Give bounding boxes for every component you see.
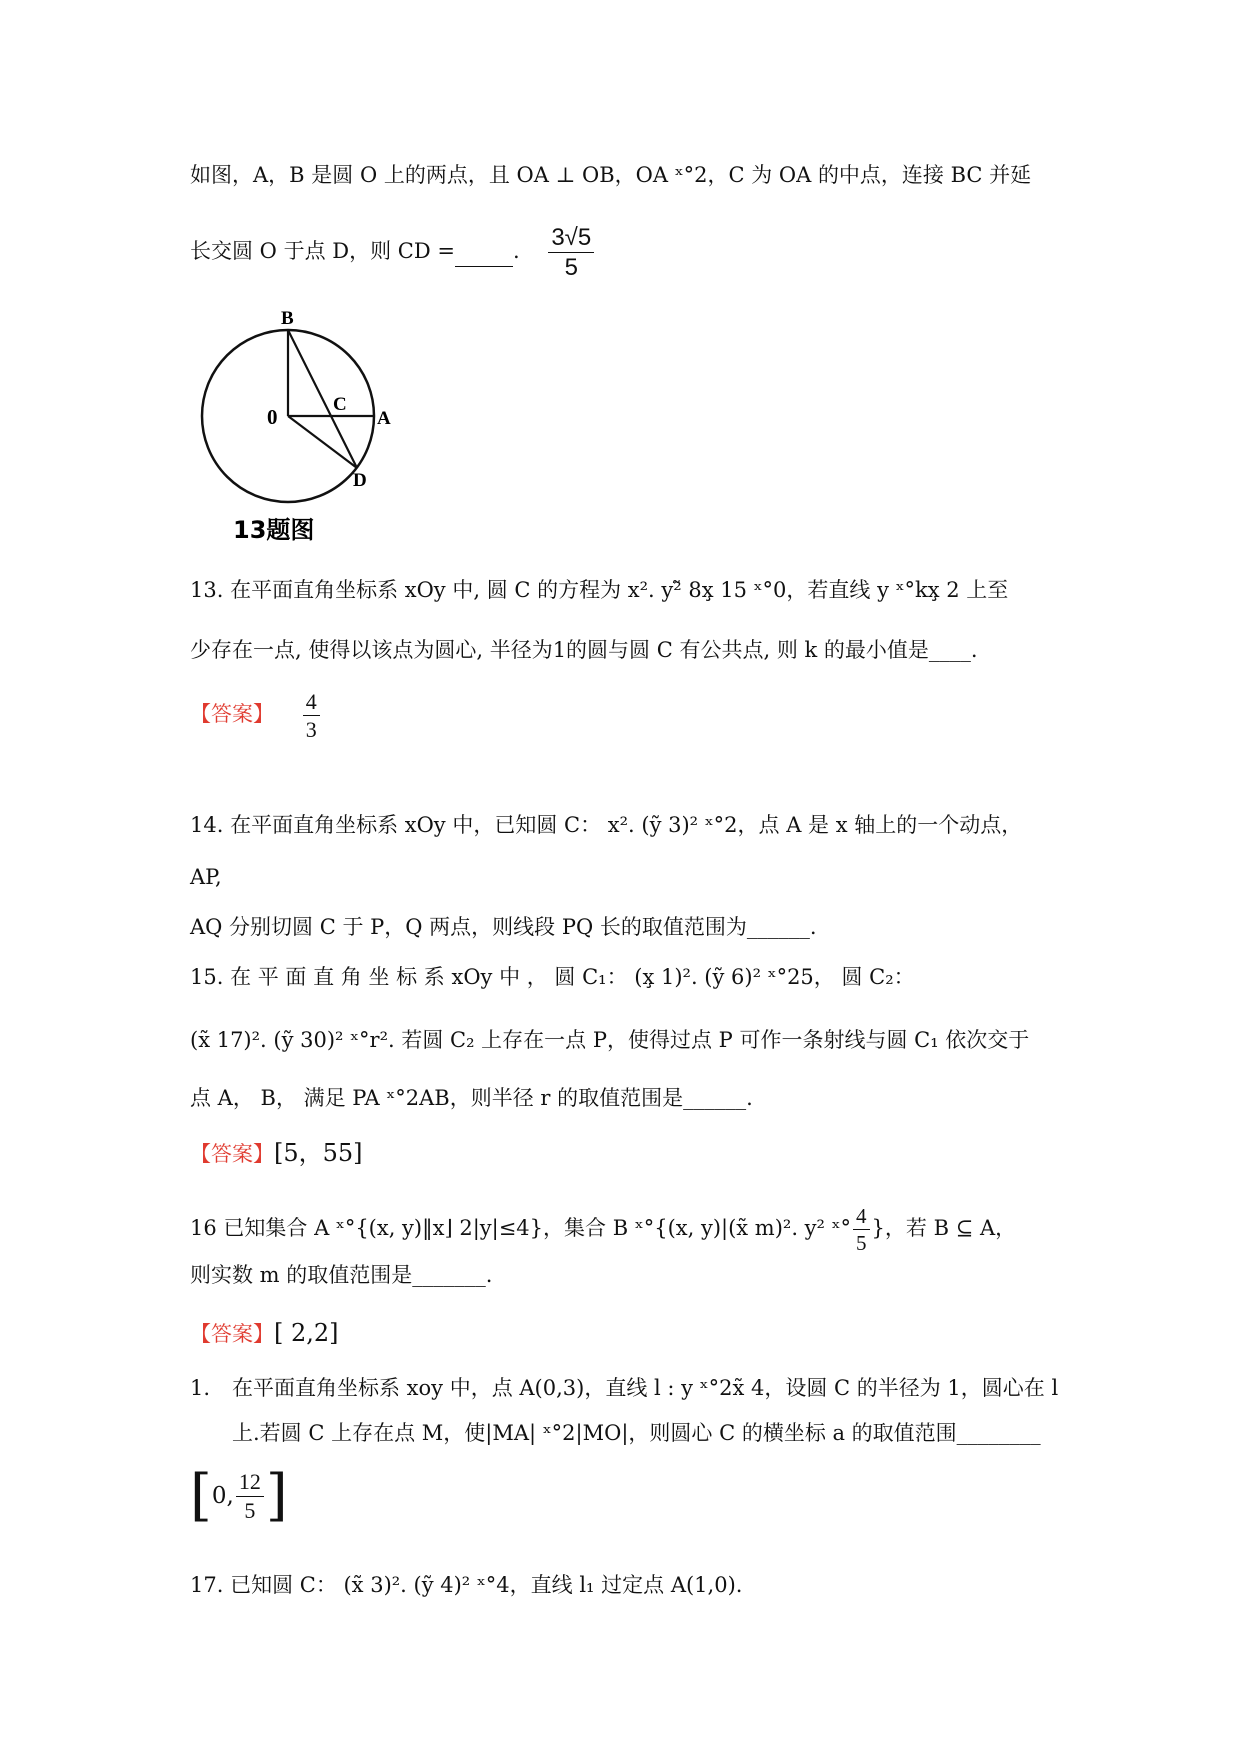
q13-answer-denominator: 3 xyxy=(305,717,317,743)
intro-line-1: 如图，A，B 是圆 O 上的两点，且 OA ⊥ OB，OA ˣ°2，C 为 OA 的中点，连接 BC 并延 xyxy=(190,163,1032,187)
label-o: 0 xyxy=(267,405,278,429)
figure-caption: 13题图 xyxy=(233,516,315,544)
label-a: A xyxy=(377,408,391,429)
q15-line-1: 15. 在 平 面 直 角 坐 标 系 xOy 中 ， 圆 C₁： (x̧ 1)². (ỹ 6)² ˣ°25， 圆 C₂： xyxy=(190,965,915,989)
intro-line-2-suffix: . xyxy=(512,239,520,264)
q16-answer xyxy=(190,1318,339,1349)
label-c: C xyxy=(333,394,347,415)
q16-answer-label: 【答案】 xyxy=(190,1322,274,1346)
q14-line-3: AQ 分别切圆 C 于 P，Q 两点，则线段 PQ 长的取值范围为______. xyxy=(190,915,817,939)
q17-line-1: 17. 已知圆 C： (x̃ 3)². (ỹ 4)² ˣ°4，直线 l₁ 过定点 A(1,0). xyxy=(190,1573,743,1597)
q1-answer-denominator: 5 xyxy=(244,1497,256,1523)
q16-line-1-text: 16 已知集合 A ˣ°{(x, y)‖x⌋ 2|y|≤4}，集合 B ˣ°{(x, y)|(x̃ m)². y² ˣ° xyxy=(190,1216,852,1241)
q13-line-2: 少存在一点, 使得以该点为圆心, 半径为1的圆与圆 C 有公共点, 则 k 的最小值是____. xyxy=(190,638,978,662)
q16-fraction-denominator: 5 xyxy=(856,1231,867,1256)
q1-line-1-text: 在平面直角坐标系 xoy 中，点 A(0,3)，直线 l : y ˣ°2x̃ 4，设圆 C 的半径为 1，圆心在 l xyxy=(232,1376,1059,1400)
label-b: B xyxy=(281,308,294,329)
answer-blank xyxy=(455,236,513,267)
segment-od xyxy=(288,416,357,468)
q16-line-2: 则实数 m 的取值范围是_______. xyxy=(190,1263,493,1287)
q1-answer-fraction xyxy=(236,1470,264,1521)
q13-answer-label: 【答案】 xyxy=(190,702,274,727)
circle-figure xyxy=(185,300,415,550)
q16-fraction-numerator: 4 xyxy=(853,1205,870,1230)
q13-answer-fraction xyxy=(303,690,320,741)
label-d: D xyxy=(353,470,367,491)
q16-answer-value: [ 2,2] xyxy=(274,1319,339,1347)
q14-line-1: 14. 在平面直角坐标系 xOy 中，已知圆 C： x². (ỹ 3)² ˣ°2，点 A 是 x 轴上的一个动点， xyxy=(190,813,1023,837)
q13-line-1: 13. 在平面直角坐标系 xOy 中, 圆 C 的方程为 x². y²̃ 8x̧ 15 ˣ°0，若直线 y ˣ°kx̧ 2 上至 xyxy=(190,578,1009,602)
q13-answer xyxy=(190,690,326,741)
q1-line-1 xyxy=(190,1373,1058,1403)
q15-line-2: (x̃ 17)². (ỹ 30)² ˣ°r². 若圆 C₂ 上存在一点 P，使得过点 P 可作一条射线与圆 C₁ 依次交于 xyxy=(190,1028,1030,1052)
intro-line-2-text: 长交圆 O 于点 D，则 CD = xyxy=(190,239,455,264)
q16-line-1 xyxy=(190,1205,1016,1254)
intro-answer-numerator: 3√5 xyxy=(548,225,594,253)
q15-answer xyxy=(190,1138,363,1169)
q14-line-2: AP, xyxy=(190,865,222,889)
intro-line-2 xyxy=(190,225,600,280)
q1-answer: [0, $\frac{12}{5}$ ] xyxy=(190,1463,288,1528)
q1-line-2: 上.若圆 C 上存在点 M，使|MA| ˣ°2|MO|，则圆心 C 的横坐标 a 的取值范围________ xyxy=(232,1421,1041,1445)
q1-number: 1. xyxy=(190,1376,211,1400)
q16-line-1-suffix: }，若 B ⊆ A， xyxy=(871,1216,1017,1241)
q1-answer-numerator: 12 xyxy=(236,1470,264,1496)
q1-answer-left: 0, xyxy=(211,1483,234,1509)
intro-answer-fraction xyxy=(548,225,594,280)
q15-answer-value: [5，55] xyxy=(274,1139,363,1167)
q15-answer-label: 【答案】 xyxy=(190,1142,274,1166)
intro-answer-denominator: 5 xyxy=(564,254,578,282)
q15-line-3: 点 A， B， 满足 PA ˣ°2AB，则半径 r 的取值范围是______. xyxy=(190,1086,753,1110)
q13-answer-numerator: 4 xyxy=(303,690,320,716)
q16-fraction xyxy=(853,1205,870,1254)
